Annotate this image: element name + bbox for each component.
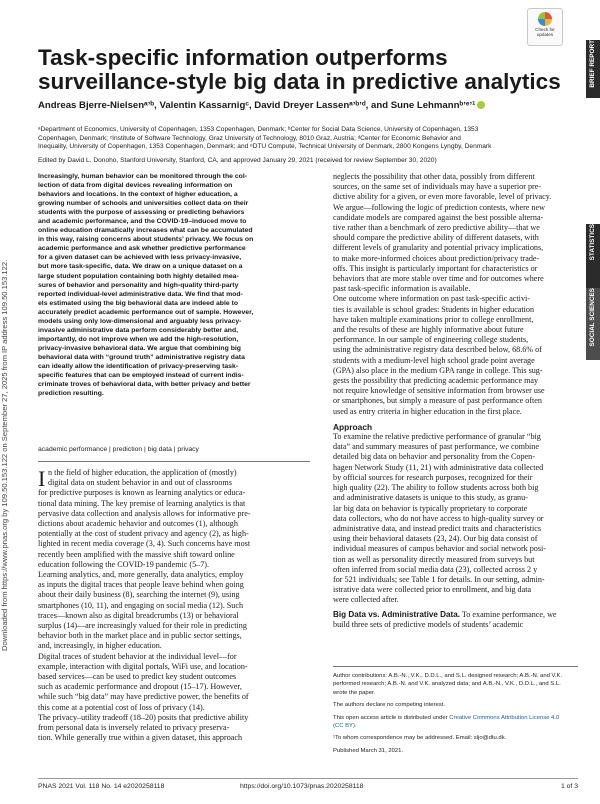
body-text-line: using their behavioral datasets (23, 24). Our big data consist of	[333, 534, 538, 544]
competing-interest: The authors declare no competing interest.	[333, 702, 445, 709]
body-text-line: and, increasingly, in higher education.	[38, 641, 162, 651]
body-text-line: n the field of higher education, the application of (mostly)	[48, 468, 237, 477]
title-line: surveillance-style big data in predictive analytics	[38, 69, 561, 94]
contribution-line: performed research; A.B.-N. and V.K. analyzed data; and A.B.-N., V.K., D.D.L., and S.L.	[333, 681, 561, 688]
body-text-line: education following the COVID-19 pandemic (5–7).	[38, 559, 210, 569]
crossmark-icon	[538, 12, 552, 26]
abstract-line: accurately predict academic performance out of sample. However,	[38, 308, 254, 316]
abstract-line: models using only low-dimensional and arguably less privacy-	[38, 317, 242, 325]
body-text-line: not require knowledge of sensitive information from browser use	[333, 386, 545, 396]
column-2-text	[333, 172, 578, 417]
affiliations	[38, 126, 578, 152]
abstract-line: behaviors and locations. In the context of higher education, a	[38, 191, 238, 199]
license-line: This open access article is distributed under Creative Commons Attribution License 4.0	[333, 714, 560, 721]
updates-label: updates	[536, 32, 554, 37]
body-text-line: were collected after.	[333, 595, 399, 605]
section-heading-approach: Approach	[333, 421, 373, 432]
check-for-updates-badge[interactable]	[527, 8, 563, 46]
body-text-line: detailed big data on behavior and personality from the Copen-	[333, 452, 535, 462]
abstract-line: els estimated using the big behavioral data are indeed able to	[38, 299, 239, 307]
paper-title	[38, 45, 561, 94]
body-text-line: to make more-informed choices about prediction/privacy trade-	[333, 253, 540, 263]
body-text-line: from personal data is inversely related to privacy preserva-	[38, 723, 230, 733]
body-text-line: and administrative datasets is unique to this study, as granu-	[333, 493, 528, 503]
affiliation-line: Copenhagen, Denmark; ᶜInstitute of Software Technology, Graz University of Technology, 8010 Graz, Austria; ᵈCenter for Economic Behavior and	[38, 134, 461, 142]
body-text-line: We argue—following the logic of prediction contests, where new	[333, 202, 545, 212]
journal-citation: PNAS 2021 Vol. 118 No. 14 e2020258118	[38, 783, 165, 790]
body-text-line: surplus (14)—are increasingly valued for their role in predicting	[38, 621, 247, 631]
abstract-line: behavioral data with “ground truth” administrative registry data	[38, 353, 245, 361]
abstract-line: Increasingly, human behavior can be monitored through the col-	[38, 173, 248, 180]
orcid-icon[interactable]	[477, 101, 485, 109]
body-text-line: used as entry criteria in higher education in the first place.	[333, 406, 522, 416]
body-text-line: for 521 individuals; see Table 1 for details. In our setting, admin-	[333, 574, 545, 584]
abstract-line: sures of behavior and personality and high-quality third-party	[38, 281, 239, 289]
abstract-line: importantly, do not improve when we add the high-resolution,	[38, 335, 239, 343]
body-text-line: Digital traces of student behavior at the individual level—for	[38, 651, 237, 661]
body-text-line: candidate models are compared against the best possible alterna-	[333, 212, 544, 222]
abstract-line: but more task-specific, data. We draw on a unique dataset on a	[38, 263, 243, 271]
body-text-line: Learning analytics, and, more generally, data analytics, employ	[38, 570, 244, 580]
body-text-line: traces—known also as digital breadcrumbs (13) or behavioral	[38, 610, 239, 620]
body-text-line: sources, on the same set of individuals may have a superior pre-	[333, 182, 542, 192]
subsection-first-line: Big Data vs. Administrative Data. To examine performance, we	[333, 609, 557, 619]
body-text-line: as inputs the digital traces that people leave behind when going	[38, 580, 244, 590]
authors-text: Andreas Bjerre-Nielsenᵃʼᵇ, Valentin Kassarnigᶜ, David Dreyer Lassenᵃʼᵇʼᵈ, and Sune Lehmannᵇʼᵉʼ¹	[38, 100, 476, 111]
body-text-line: have taken multiple examinations prior to college enrollment,	[333, 314, 534, 324]
body-text-line: such as academic performance and dropout (15–17). However,	[38, 682, 242, 692]
abstract-line: reported individual-level administrative data. We find that mod-	[38, 290, 243, 298]
abstract-line: for a given dataset can be achieved with less privacy-invasive,	[38, 254, 242, 262]
body-text-line: smartphones (10, 11), and engaging on social media (12). Such	[38, 600, 244, 610]
author-list	[38, 100, 578, 111]
abstract-line: in this way, raising concerns about students’ privacy. We focus on	[38, 236, 254, 244]
body-text-line: offs. This insight is particularly important for characteristics or	[333, 263, 538, 273]
contribution-line: wrote the paper.	[333, 689, 376, 696]
body-text-line: this come at a potential cost of loss of privacy (14).	[38, 702, 205, 712]
body-text-line: ties is available is school grades: Students in higher education	[333, 304, 535, 314]
body-text-line: example, interaction with digital portals, WiFi use, and location-	[38, 661, 248, 671]
abstract-line: large student population containing both highly detailed mea-	[38, 272, 239, 280]
article-notes	[333, 672, 578, 755]
notes-divider	[333, 666, 578, 667]
abstract	[38, 172, 310, 398]
download-watermark: Downloaded from https://www.pnas.org by 109.50.153.122 on September 27, 2025 from IP address 109.50.153.122.	[0, 259, 9, 651]
keywords: academic performance | prediction | big data | privacy	[38, 446, 199, 453]
abstract-line: invasive administrative data perform considerably better and,	[38, 326, 239, 334]
body-text-line: tive rather than a benchmark of zero predictive ability—that we	[333, 223, 540, 233]
body-text-line: lar big data on behavior is typically proprietary to corporate	[333, 503, 528, 513]
check-for-label: Check for	[535, 27, 555, 32]
body-text-line: One outcome where information on past task-specific activi-	[333, 294, 530, 304]
body-text-line: recently been amplified with the massive shift toward online	[38, 549, 235, 559]
body-text-line: past task-specific information is available.	[333, 284, 471, 294]
abstract-line: online education dramatically increases what can be accumulated	[38, 227, 253, 235]
body-text-line: tional data mining. The key premise of learning analytics is that	[38, 498, 246, 508]
abstract-line: specific features that can be employed instead of current indis-	[38, 372, 244, 380]
keywords-divider	[38, 461, 310, 462]
subsection-line: build three sets of predictive models of students’ academic	[333, 619, 524, 629]
body-text-line: data” and summary measures of past performance, we combine	[333, 442, 539, 452]
tab-social-sciences: SOCIAL SCIENCES	[586, 288, 600, 360]
license-link[interactable]: Creative Commons Attribution License 4.0	[449, 714, 560, 721]
tab-statistics: STATISTICS	[586, 224, 600, 288]
doi-link[interactable]: https://doi.org/10.1073/pnas.2020258118	[240, 783, 364, 790]
license-link-abbrev[interactable]: (CC BY).	[333, 723, 357, 730]
body-text-line: different levels of granularity and potential privacy implications,	[333, 243, 544, 253]
body-text-line: for predictive purposes is known as learning analytics or educa-	[38, 488, 246, 498]
abstract-line: privacy-invasive behavioral data. We argue that combining big	[38, 344, 241, 352]
body-text-line: behavior both in the market place and in public sector settings,	[38, 631, 242, 641]
column-1-text	[38, 468, 310, 743]
body-text-line: hagen Network Study (11, 21) with administrative data collected	[333, 462, 544, 472]
affiliation-line: ᵃDepartment of Economics, University of Copenhagen, 1353 Copenhagen, Denmark; ᵇCenter for Social Data Science, University of Copenhagen, 1353	[38, 126, 479, 133]
body-text-line: data collectors, who do not have access to high-quality survey or	[333, 513, 544, 523]
abstract-line: prediction resulting.	[38, 390, 104, 398]
body-text-line: dictions about academic behavior and outcomes (1), although	[38, 519, 238, 529]
body-text-line: and the results of these are highly informative about future	[333, 325, 524, 335]
body-text-line: (GPA) also place in the medium GPA range in college. This sug-	[333, 365, 543, 375]
body-text-line: gests the possibility that predicting academic performance may	[333, 376, 539, 386]
subsection-title: Big Data vs. Administrative Data.	[333, 609, 461, 619]
body-text-line: behaviors that are more stable over time and for outcomes where	[333, 274, 544, 284]
body-text-line: by official sources for research purposes, recognized for their	[333, 472, 533, 482]
body-text-line: high quality (22). The ability to follow students across both big	[333, 483, 539, 493]
body-text-line: istrative data were collected prior to enrollment, and big data	[333, 585, 532, 595]
abstract-line: growing number of schools and universities collect data on their	[38, 200, 249, 208]
body-text-line: tion as well as personality directly measured from surveys but	[333, 554, 535, 564]
body-text-line: individual measures of campus behavior and social network posi-	[333, 544, 546, 554]
footer-divider	[38, 778, 578, 779]
body-text-line: lighted in recent media coverage (3, 4). Such concerns have most	[38, 539, 251, 549]
abstract-line: academic performance and ask whether predictive performance	[38, 245, 246, 253]
tab-brief-report: BRIEF REPORT	[586, 40, 600, 98]
page-number: 1 of 3	[560, 783, 578, 790]
body-text-line: neglects the possibility that other data, possibly from different	[333, 172, 535, 181]
abstract-line: criminate troves of behavioral data, with better privacy and better	[38, 381, 251, 389]
body-column-1	[38, 468, 310, 743]
body-text-line: about their daily business (8), searching the internet (9), using	[38, 590, 240, 600]
abstract-line: can ideally allow the identification of privacy-preserving task-	[38, 362, 239, 370]
body-text-line: pervasive data collection and analysis allows for informative pre-	[38, 508, 251, 518]
body-text-line: often inferred from social media data (23), collected across 2 y	[333, 564, 538, 574]
body-text-line: or smartphones, but simply a measure of past performance often	[333, 396, 542, 406]
drop-cap: I	[38, 466, 46, 491]
body-text-line: performance. In our sample of engineering college students,	[333, 335, 529, 345]
body-column-2	[333, 172, 578, 630]
body-text-line: tion. While generally true within a given dataset, this approach	[38, 733, 243, 743]
body-text-line: The privacy–utility tradeoff (18–20) posits that predictive ability	[38, 712, 249, 722]
body-text-line: To examine the relative predictive performance of granular “big	[333, 432, 541, 442]
body-text-line: dictive ability for a given, or even more favorable, level of privacy.	[333, 192, 552, 202]
body-text-line: students with a medium-level high school grade point average	[333, 355, 535, 365]
contribution-line: Author contributions: A.B.-N., V.K., D.D.L., and S.L. designed research; A.B.-N. and V.K.	[333, 673, 563, 679]
published-date: Published March 31, 2021.	[333, 747, 404, 754]
affiliation-line: Inequality, University of Copenhagen, 1353 Copenhagen, Denmark; and ᵉDTU Compute, Technical University of Denmark, 2800 Kongens Lyngby, Denmark	[38, 143, 492, 151]
abstract-line: and academic performance, and the COVID-19–induced move to	[38, 218, 247, 226]
approach-text	[333, 432, 578, 605]
body-text-line: based services—can be used to predict key student outcomes	[38, 672, 237, 682]
body-text-line: potentially at the cost of student privacy and agency (2), as high-	[38, 529, 249, 539]
body-text-line: while such “big data” may have predictive power, the benefits of	[38, 692, 249, 702]
abstract-line: students with the purpose of assessing or predicting behaviors	[38, 209, 245, 217]
edited-by: Edited by David L. Donoho, Stanford University, Stanford, CA, and approved January 29, 2021 (received for review September 30, 2020)	[38, 157, 437, 164]
body-text-line: using the administrative registry data described below, 68.6% of	[333, 345, 542, 355]
body-text-line: should compare the predictive ability of different datasets, with	[333, 233, 539, 243]
abstract-line: lection of data from digital devices revealing information on	[38, 182, 233, 190]
body-text-line: administrative data, and instead predict traits and characteristics	[333, 523, 542, 533]
correspondence: ¹To whom correspondence may be addressed. Email: sljo@dtu.dk.	[333, 735, 507, 742]
body-text-line: digital data on student behavior in and out of classrooms	[48, 478, 232, 488]
title-line: Task-specific information outperforms	[38, 45, 448, 70]
